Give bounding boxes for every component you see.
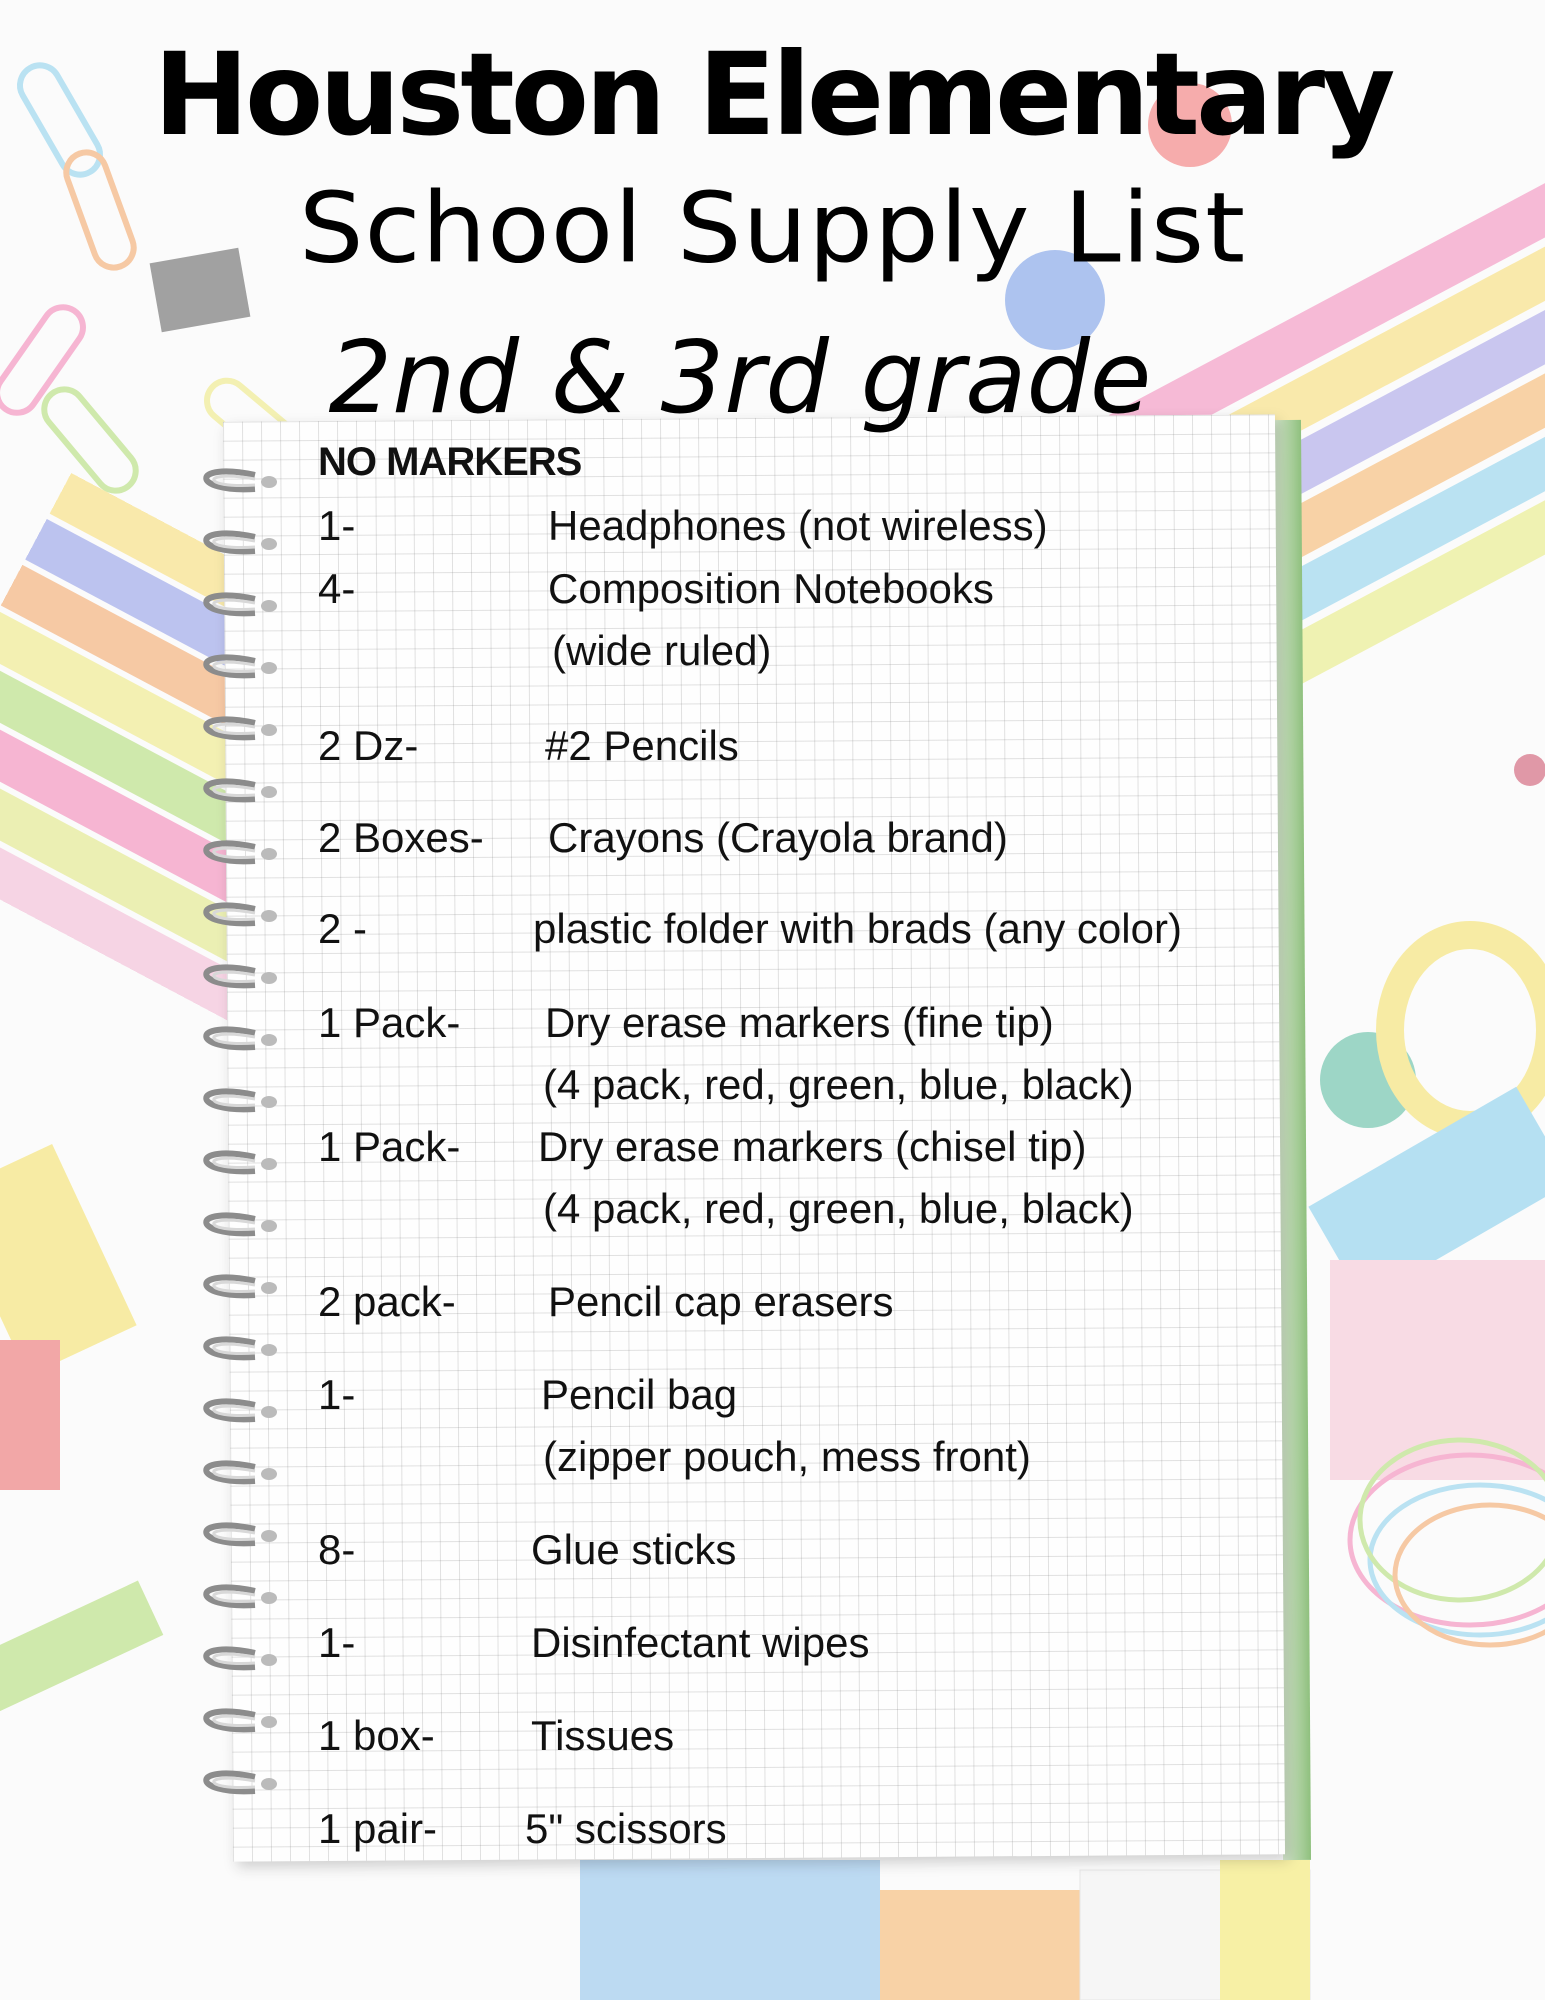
item-qty: 2 Boxes- bbox=[318, 814, 484, 861]
school-title: Houston Elementary bbox=[153, 28, 1392, 161]
item-qty: 1 box- bbox=[318, 1712, 435, 1759]
item-qty: 1 pair- bbox=[318, 1805, 438, 1852]
item-name: Composition Notebooks bbox=[548, 565, 994, 612]
item-qty: 8- bbox=[318, 1526, 356, 1573]
item-name: Disinfectant wipes bbox=[531, 1619, 870, 1666]
item-name: Dry erase markers (fine tip) bbox=[545, 999, 1054, 1046]
no-markers-note: NO MARKERS bbox=[318, 440, 582, 484]
item-name: Glue sticks bbox=[531, 1526, 737, 1573]
item-name: plastic folder with brads (any color) bbox=[533, 905, 1182, 952]
item-name: Dry erase markers (chisel tip) bbox=[538, 1123, 1087, 1170]
item-detail: (4 pack, red, green, blue, black) bbox=[543, 1185, 1134, 1232]
item-qty: 4- bbox=[318, 565, 356, 612]
item-name: Crayons (Crayola brand) bbox=[548, 814, 1008, 861]
item-qty: 2 - bbox=[318, 905, 368, 952]
grade-label: 2nd & 3rd grade bbox=[328, 319, 1152, 436]
item-name: #2 Pencils bbox=[545, 722, 739, 769]
item-name: Headphones (not wireless) bbox=[548, 502, 1048, 549]
item-qty: 2 Dz- bbox=[318, 722, 419, 769]
item-name: 5" scissors bbox=[525, 1805, 727, 1852]
item-qty: 1- bbox=[318, 502, 356, 549]
item-qty: 1 Pack- bbox=[318, 999, 461, 1046]
item-qty: 1- bbox=[318, 1371, 356, 1418]
item-qty: 2 pack- bbox=[318, 1278, 456, 1325]
item-name: Tissues bbox=[531, 1712, 675, 1759]
item-qty: 1 Pack- bbox=[318, 1123, 461, 1170]
item-detail: (wide ruled) bbox=[552, 627, 772, 674]
item-qty: 1- bbox=[318, 1619, 356, 1666]
item-detail: (4 pack, red, green, blue, black) bbox=[543, 1061, 1134, 1108]
list-subtitle: School Supply List bbox=[298, 172, 1247, 286]
item-detail: (zipper pouch, mess front) bbox=[543, 1433, 1031, 1480]
item-name: Pencil bag bbox=[541, 1371, 738, 1418]
item-name: Pencil cap erasers bbox=[548, 1278, 894, 1325]
